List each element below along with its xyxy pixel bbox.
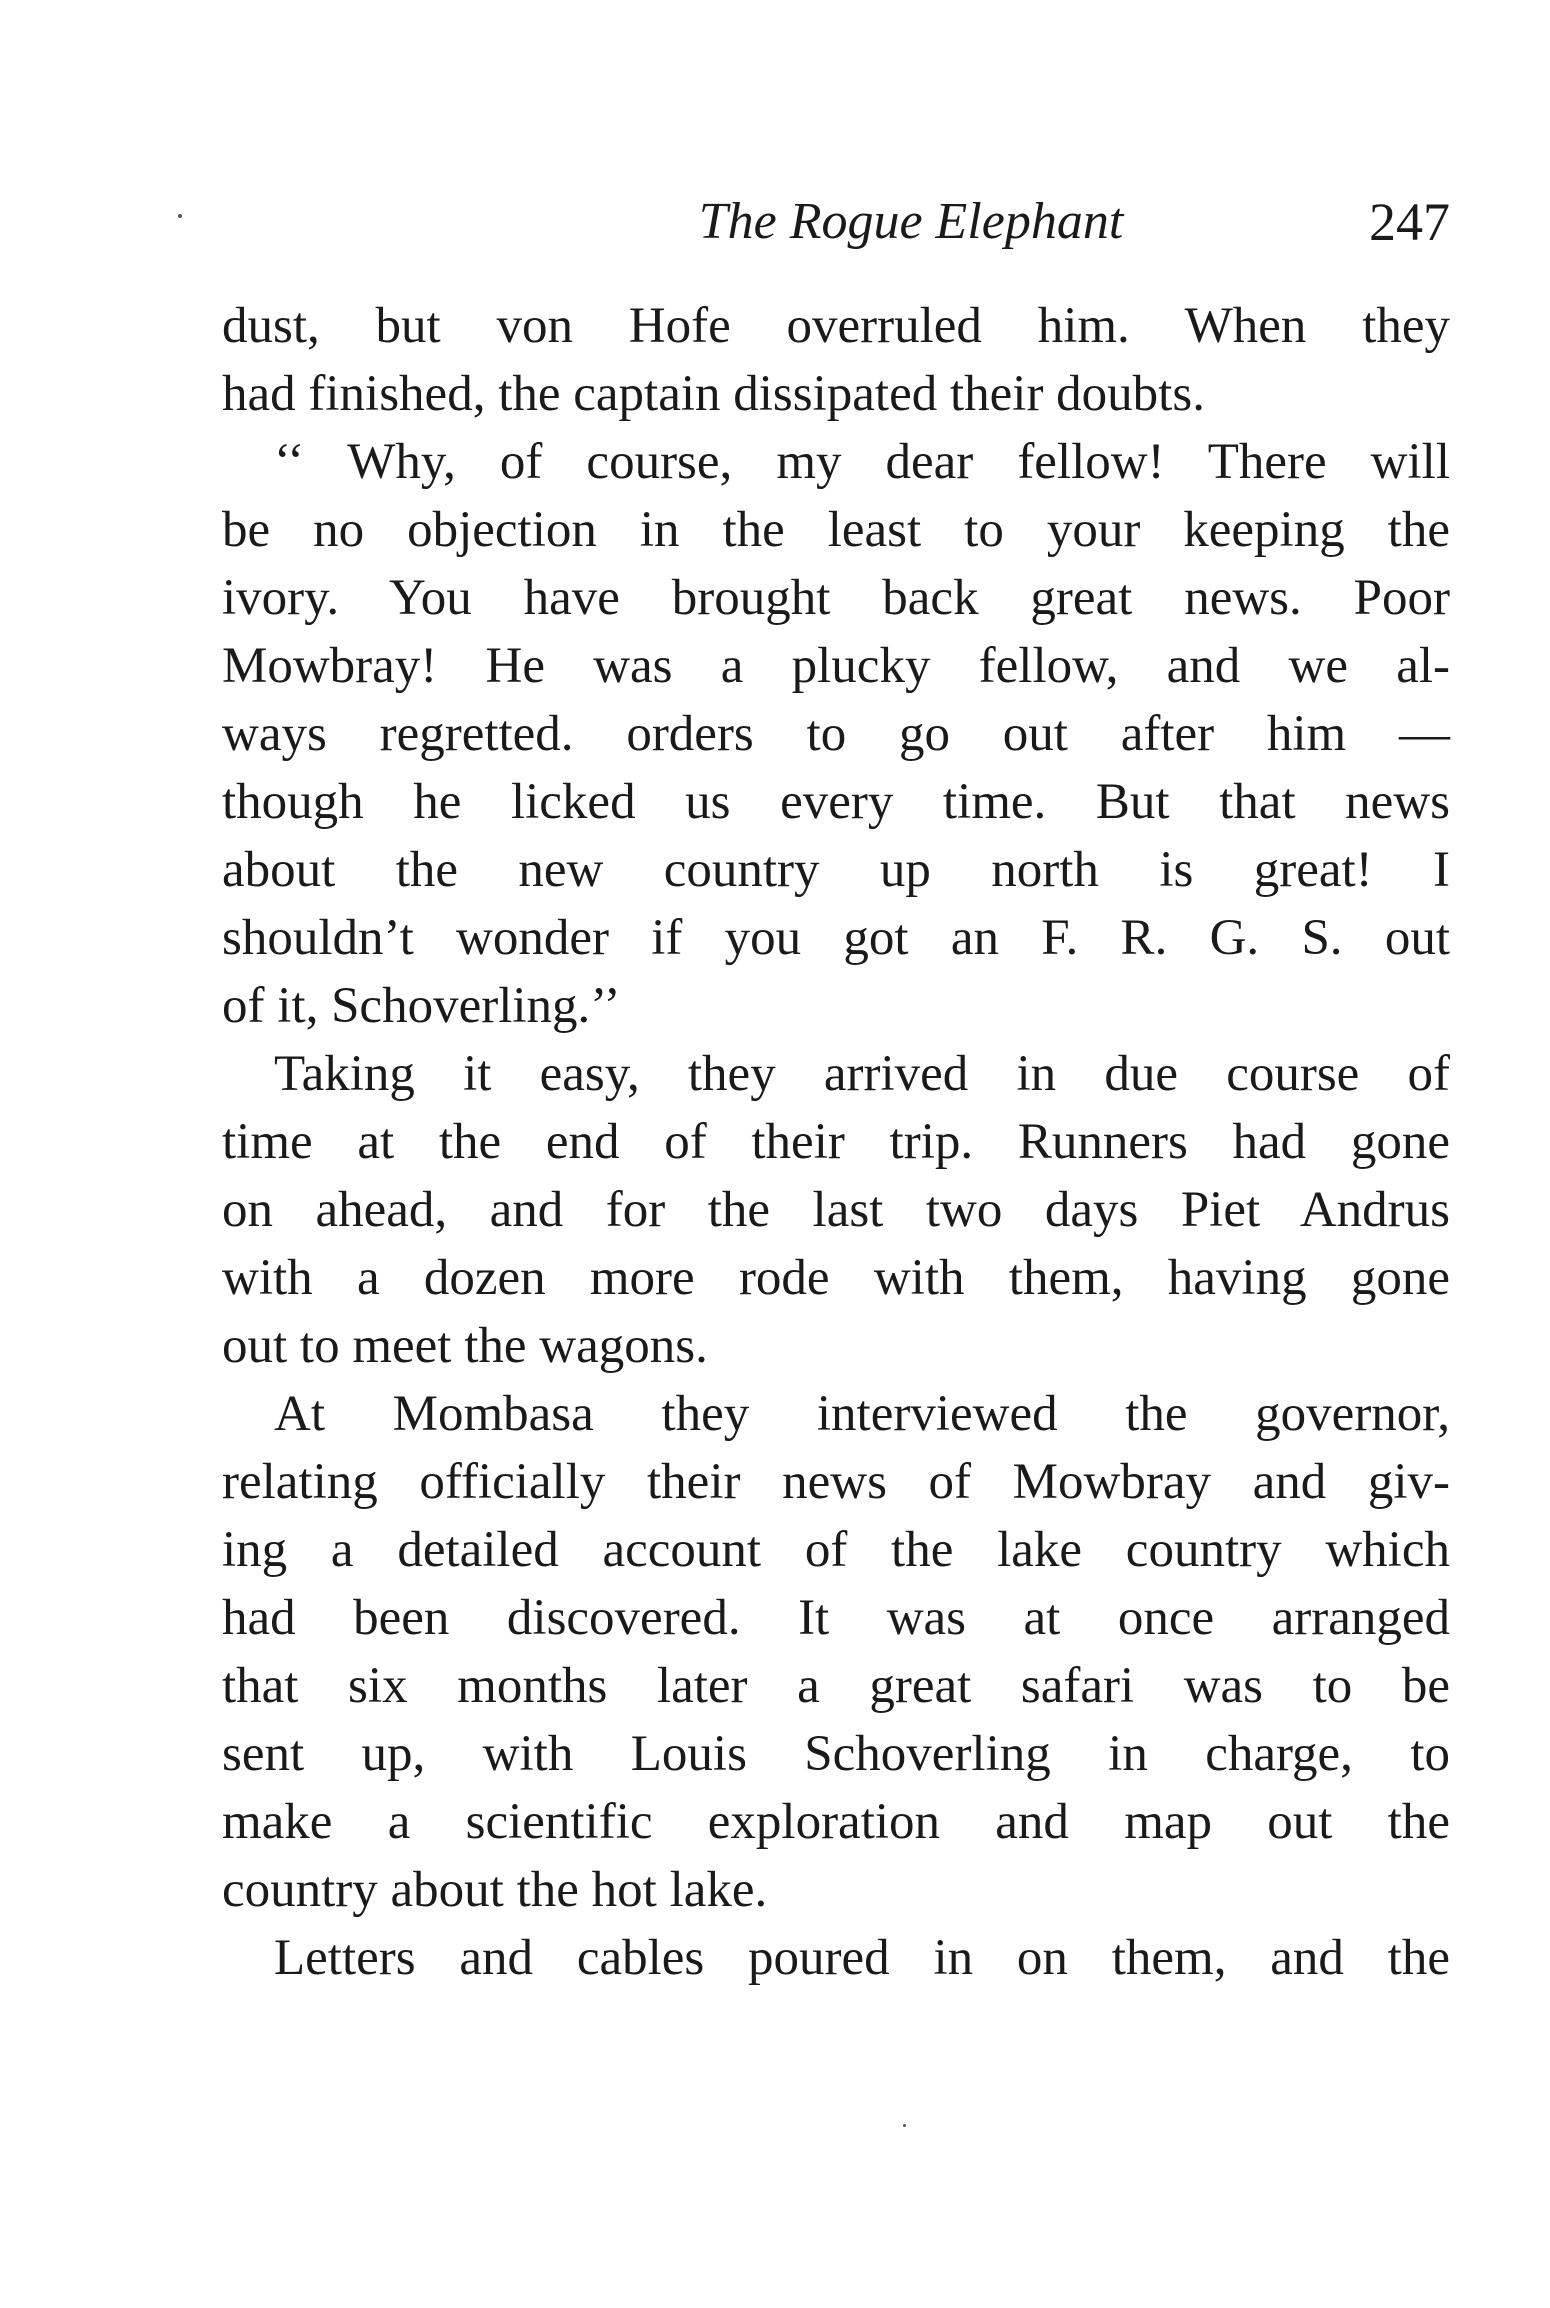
text-line: out to meet the wagons. [222,1318,708,1374]
paragraph [222,428,1450,1040]
paragraph [222,1380,1450,1924]
text-line: ‘‘ Why, of course, my dear fellow! There will [274,434,1450,490]
text-line: be no objection in the least to your keeping the [222,502,1450,558]
text-line: ing a detailed account of the lake country which [222,1522,1450,1578]
text-line: that six months later a great safari was to be [222,1658,1450,1714]
paragraph [222,1040,1450,1380]
text-line: sent up, with Louis Schoverling in charge, to [222,1726,1450,1782]
text-line: of it, Schoverling.’’ [222,978,621,1034]
text-line: Taking it easy, they arrived in due course of [274,1046,1450,1102]
text-line: had finished, the captain dissipated their doubts. [222,366,1205,422]
text-line: relating officially their news of Mowbray and giv- [222,1454,1450,1510]
text-line: though he licked us every time. But that news [222,774,1450,830]
paragraph [222,1924,1450,1992]
running-head [222,182,1450,262]
text-line: shouldn’t wonder if you got an F. R. G. S. out [222,910,1450,966]
text-line: make a scientific exploration and map out the [222,1794,1450,1850]
print-speck [178,214,182,218]
text-line: At Mombasa they interviewed the governor, [274,1386,1450,1442]
text-line: country about the hot lake. [222,1862,768,1918]
text-line: on ahead, and for the last two days Piet Andrus [222,1182,1450,1238]
text-line: Letters and cables poured in on them, and the [274,1930,1450,1986]
page-number: 247 [1369,192,1450,252]
print-speck [903,2124,906,2127]
text-line: dust, but von Hofe overruled him. When they [222,298,1450,354]
paragraph [222,292,1450,428]
text-line: had been discovered. It was at once arranged [222,1590,1450,1646]
text-line: ivory. You have brought back great news. Poor [222,570,1450,626]
text-line: about the new country up north is great! I [222,842,1450,898]
text-line: with a dozen more rode with them, having gone [222,1250,1450,1306]
text-line: Mowbray! He was a plucky fellow, and we al- [222,638,1450,694]
body-text [222,292,1450,1992]
text-line: ways regretted. orders to go out after him — [222,706,1450,762]
text-line: time at the end of their trip. Runners had gone [222,1114,1450,1170]
running-title: The Rogue Elephant [698,193,1124,250]
